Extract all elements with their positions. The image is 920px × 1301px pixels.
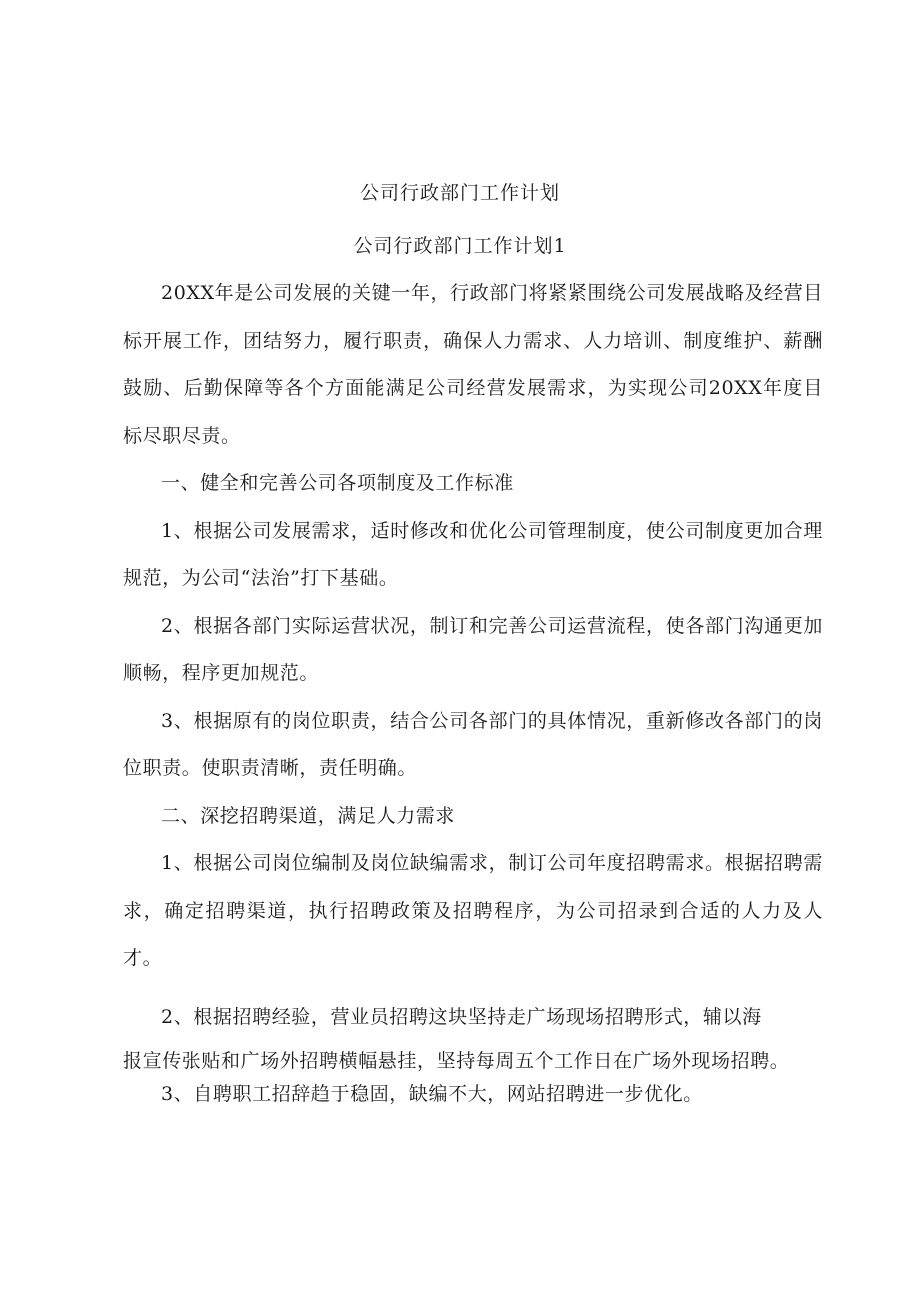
- paragraph-1-2: 2、根据各部门实际运营状况，制订和完善公司运营流程，使各部门沟通更加顺畅，程序更加规范。: [123, 614, 823, 684]
- paragraph-1-3: 3、根据原有的岗位职责，结合公司各部门的具体情况，重新修改各部门的岗位职责。使职责清晰，责任明确。: [123, 709, 823, 779]
- document-title: 公司行政部门工作计划: [359, 182, 560, 204]
- paragraph-2-3: 3、自聘职工招辞趋于稳固，缺编不大，网站招聘进一步优化。: [161, 1083, 703, 1105]
- document-body: [123, 270, 823, 983]
- paragraph-1-1: 1、根据公司发展需求，适时修改和优化公司管理制度，使公司制度更加合理规范，为公司“法治”打下基础。: [123, 519, 823, 589]
- section-heading-1: 一、健全和完善公司各项制度及工作标准: [161, 472, 514, 494]
- paragraph-2-1: 1、根据公司岗位编制及岗位缺编需求，制订公司年度招聘需求。根据招聘需求，确定招聘渠道，执行招聘政策及招聘程序，为公司招录到合适的人力及人才。: [123, 852, 823, 969]
- section-heading-2: 二、深挖招聘渠道，满足人力需求: [161, 804, 456, 827]
- paragraph-2-2-line-2: 报宣传张贴和广场外招聘横幅悬挂，坚持每周五个工作日在广场外现场招聘。: [123, 1050, 790, 1072]
- document-subtitle: 公司行政部门工作计划1: [353, 235, 567, 257]
- paragraph-2-2-line-1: 2、根据招聘经验，营业员招聘这块坚持走广场现场招聘形式，辅以海: [161, 1006, 762, 1028]
- paragraph-intro: 20XX年是公司发展的关键一年，行政部门将紧紧围绕公司发展战略及经营目标开展工作，团结努力，履行职责，确保人力需求、人力培训、制度维护、薪酬鼓励、后勤保障等各个方面能满足公司经营发展需求，为实现公司20XX年度目标尽职尽责。: [123, 282, 823, 447]
